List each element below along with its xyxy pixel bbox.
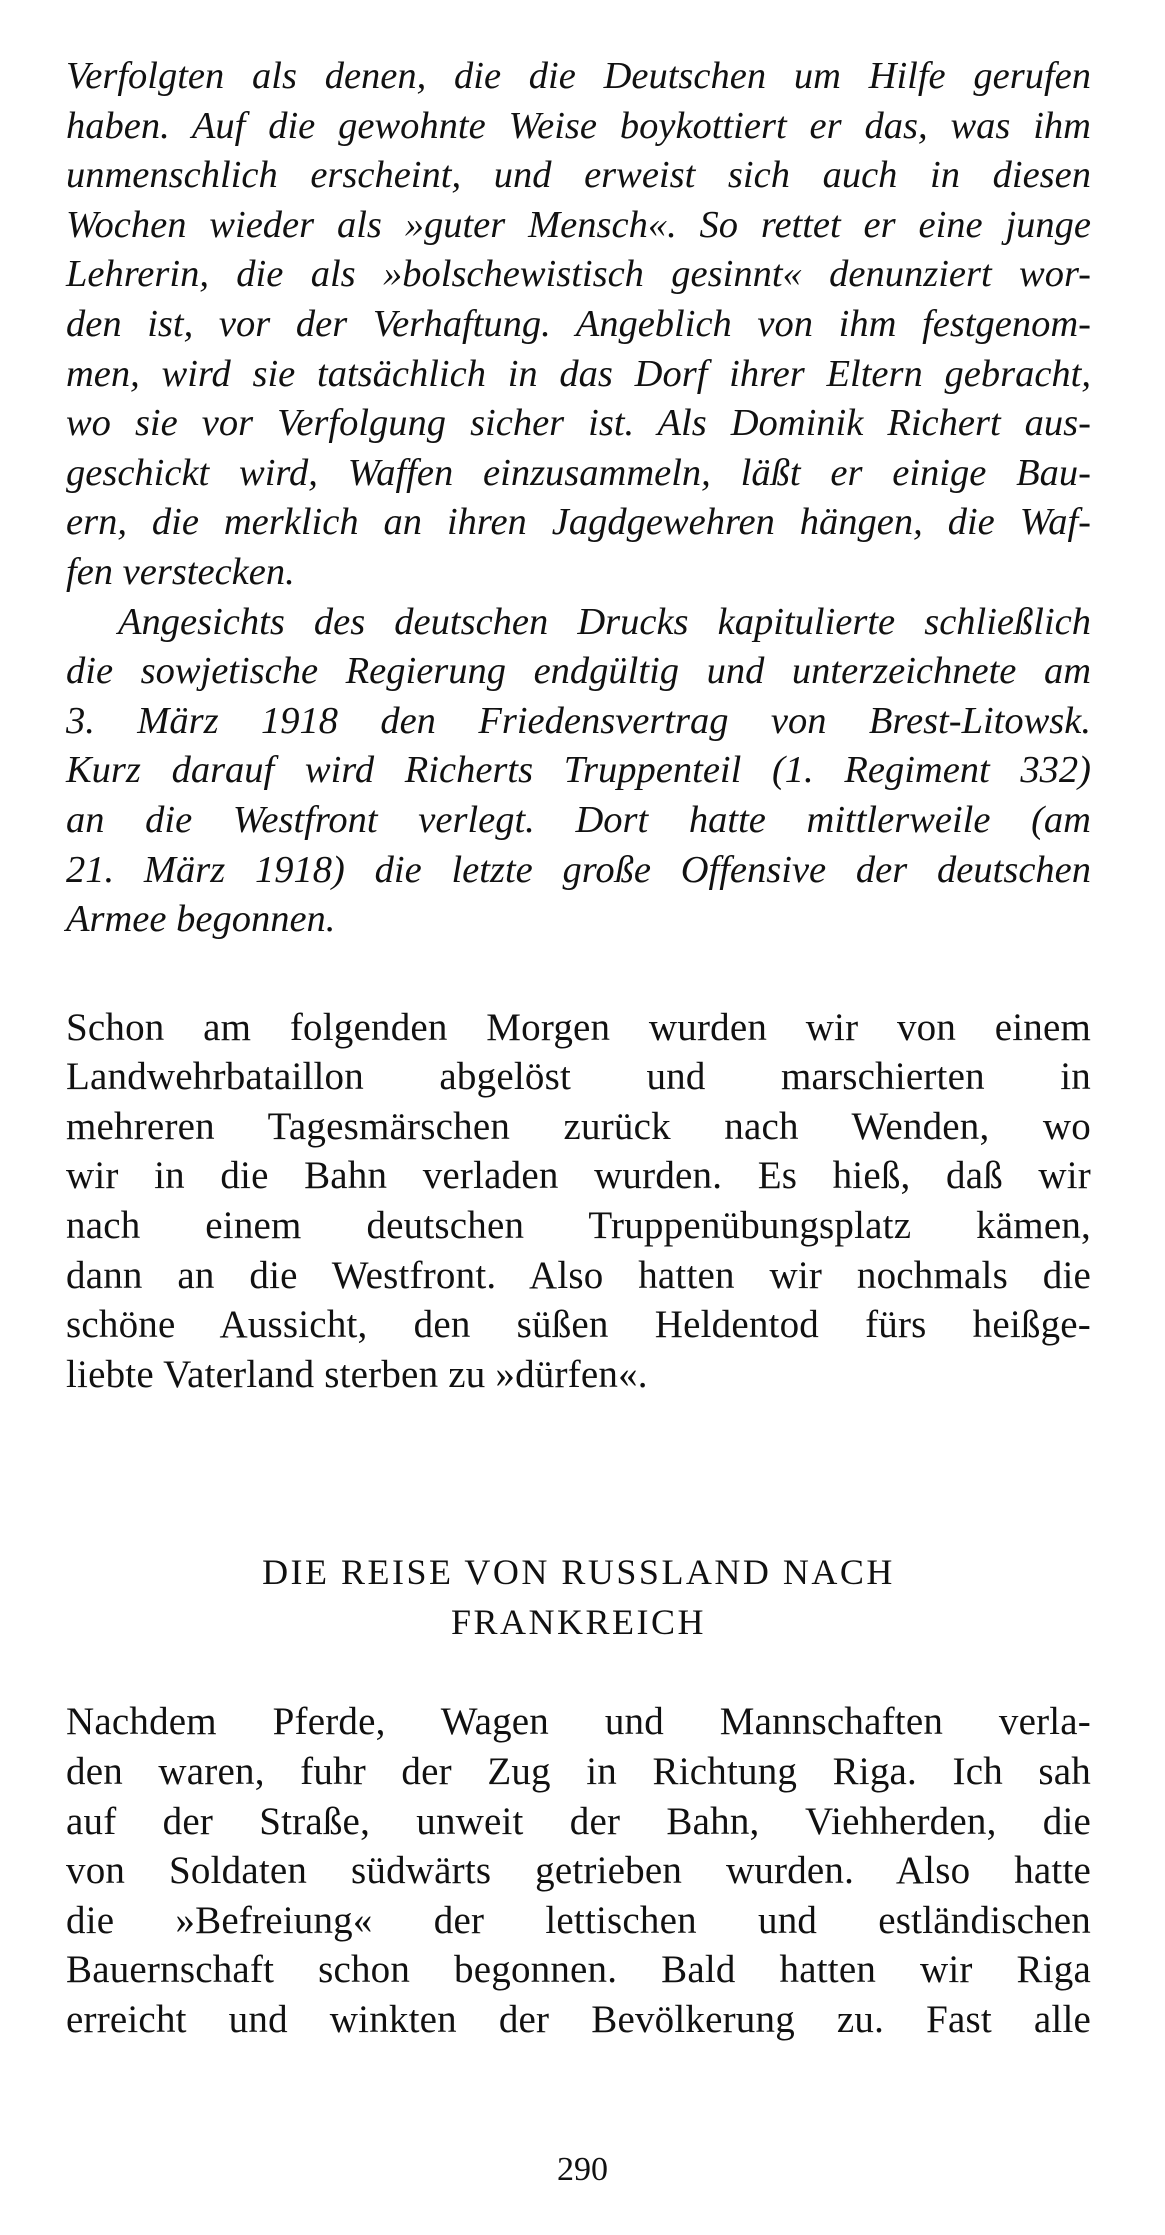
- text-line: haben. Auf die gewohnte Weise boykottiert er das, was ihm: [66, 104, 1091, 147]
- text-line: von Soldaten südwärts getrieben wurden. Also hatte: [66, 1849, 1091, 1893]
- text-line: fen verstecken.: [66, 550, 295, 593]
- page-number: 290: [557, 2151, 608, 2188]
- text-line: liebte Vaterland sterben zu »dürfen«.: [66, 1352, 648, 1396]
- text-line: Bauernschaft schon begonnen. Bald hatten wir Riga: [66, 1948, 1091, 1992]
- memoir-paragraph: [66, 1003, 1091, 1400]
- text-line: dann an die Westfront. Also hatten wir nochmals die: [66, 1253, 1091, 1297]
- text-line: die sowjetische Regierung endgültig und unterzeichnete am: [66, 650, 1091, 693]
- text-line: wo sie vor Verfolgung sicher ist. Als Dominik Richert aus-: [66, 402, 1091, 445]
- text-line: unmenschlich erscheint, und erweist sich auch in diesen: [66, 154, 1091, 197]
- text-line: den ist, vor der Verhaftung. Angeblich von ihm festgenom-: [66, 302, 1091, 345]
- text-line: Verfolgten als denen, die die Deutschen um Hilfe gerufen: [66, 55, 1091, 97]
- text-line: Wochen wieder als »guter Mensch«. So rettet er eine junge: [66, 203, 1091, 246]
- text-line: die »Befreiung« der lettischen und estländischen: [66, 1898, 1091, 1942]
- text-line: mehreren Tagesmärschen zurück nach Wenden, wo: [66, 1104, 1091, 1148]
- text-line: men, wird sie tatsächlich in das Dorf ihrer Eltern gebracht,: [66, 352, 1091, 395]
- text-line: an die Westfront verlegt. Dort hatte mittlerweile (am: [66, 798, 1091, 841]
- text-line: Angesichts des deutschen Drucks kapitulierte schließlich: [118, 600, 1091, 643]
- text-line: Armee begonnen.: [66, 898, 336, 941]
- text-line: wir in die Bahn verladen wurden. Es hieß, daß wir: [66, 1154, 1091, 1198]
- commentary-paragraph-2: [66, 598, 1091, 945]
- editorial-commentary: [66, 52, 1091, 945]
- text-line: ern, die merklich an ihren Jagdgewehren hängen, die Waf-: [66, 501, 1091, 544]
- section-heading: [66, 1547, 1091, 1647]
- section-heading-line-1: DIE REISE VON RUSSLAND NACH: [262, 1552, 895, 1593]
- section-paragraph: [66, 1697, 1091, 2044]
- text-line: geschickt wird, Waffen einzusammeln, läßt er einige Bau-: [66, 451, 1091, 494]
- text-line: Lehrerin, die als »bolschewistisch gesinnt« denunziert wor-: [66, 253, 1091, 296]
- text-line: erreicht und winkten der Bevölkerung zu. Fast alle: [66, 1998, 1091, 2041]
- book-page: [66, 52, 1091, 2045]
- text-line: auf der Straße, unweit der Bahn, Viehherden, die: [66, 1799, 1091, 1843]
- text-line: 21. März 1918) die letzte große Offensive der deutschen: [66, 848, 1091, 891]
- text-line: nach einem deutschen Truppenübungsplatz kämen,: [66, 1204, 1091, 1248]
- text-line: den waren, fuhr der Zug in Richtung Riga. Ich sah: [66, 1750, 1091, 1794]
- text-line: Schon am folgenden Morgen wurden wir von einem: [66, 1005, 1091, 1049]
- text-line: schöne Aussicht, den süßen Heldentod fürs heißge-: [66, 1303, 1091, 1347]
- text-line: Landwehrbataillon abgelöst und marschierten in: [66, 1055, 1091, 1099]
- text-line: 3. März 1918 den Friedensvertrag von Brest-Litowsk.: [66, 699, 1091, 742]
- text-line: Nachdem Pferde, Wagen und Mannschaften verla-: [66, 1700, 1091, 1744]
- text-line: Kurz darauf wird Richerts Truppenteil (1. Regiment 332): [66, 749, 1091, 792]
- section-heading-line-2: FRANKREICH: [450, 1602, 707, 1643]
- commentary-paragraph-1: [66, 52, 1091, 598]
